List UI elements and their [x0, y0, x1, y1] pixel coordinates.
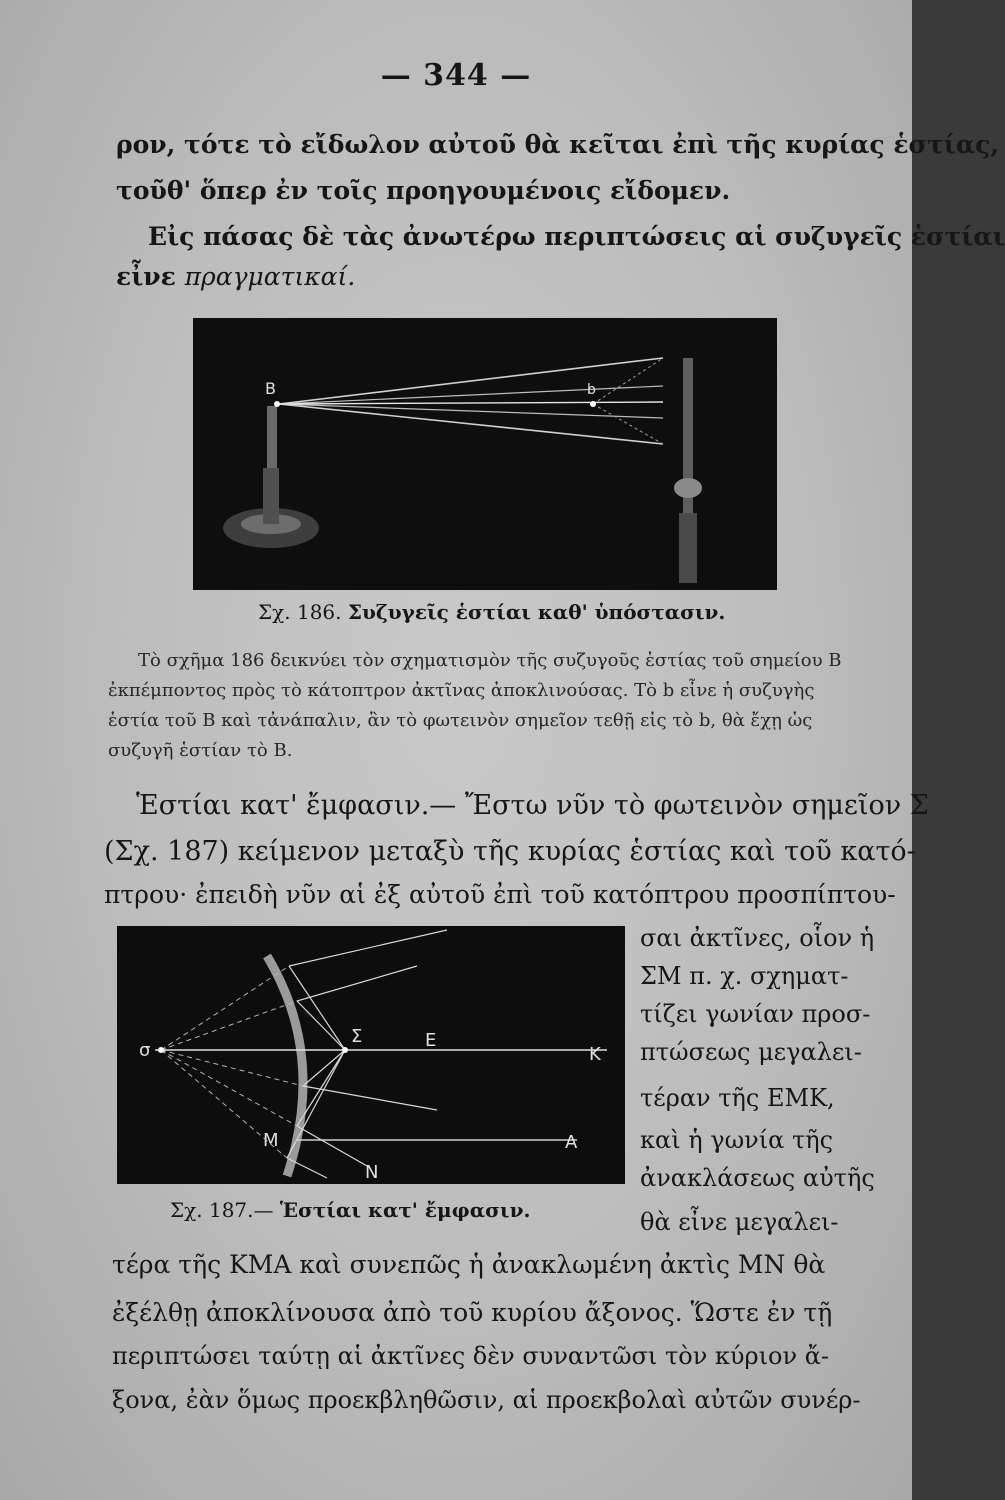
- text-line: θὰ εἶνε μεγαλει-: [640, 1208, 839, 1236]
- label-b: b: [587, 382, 596, 398]
- text-line: Ἑστίαι κατ' ἔμφασιν.— Ἔστω νῦν τὸ φωτεινὸν σημεῖον Σ: [136, 790, 929, 821]
- text-line: ἐξέλθῃ ἀποκλίνουσα ἀπὸ τοῦ κυρίου ἄξονος. Ὥστε ἐν τῇ: [112, 1298, 833, 1327]
- text-line: τέρα τῆς ΚΜΑ καὶ συνεπῶς ἡ ἀνακλωμένη ἀκτὶς ΜΝ θὰ: [112, 1250, 826, 1279]
- label-A: Α: [565, 1132, 578, 1153]
- text-line: περιπτώσει ταύτῃ αἱ ἀκτῖνες δὲν συναντῶσι τὸν κύριον ἄ-: [112, 1342, 830, 1370]
- figure-186-caption: [258, 600, 725, 624]
- text-line: Τὸ σχῆμα 186 δεικνύει τὸν σχηματισμὸν τῆς συζυγοῦς ἑστίας τοῦ σημείου B: [138, 650, 842, 671]
- text-line: ΣΜ π. χ. σχηματ-: [640, 962, 849, 990]
- caption-number: Σχ. 186.: [258, 600, 342, 624]
- label-M: Μ: [263, 1130, 279, 1151]
- text-line: [116, 262, 355, 291]
- label-Sigma: Σ: [351, 1026, 363, 1047]
- caption-text: Συζυγεῖς ἑστίαι καθ' ὑπόστασιν.: [347, 600, 726, 624]
- text-line: πτώσεως μεγαλει-: [640, 1038, 862, 1066]
- caption-text: Ἑστίαι κατ' ἔμφασιν.: [279, 1198, 531, 1222]
- text-line: συζυγῆ ἑστίαν τὸ B.: [108, 740, 293, 761]
- label-K: Κ: [589, 1044, 601, 1065]
- label-N: Ν: [365, 1162, 379, 1183]
- text-line: ἐκπέμποντος πρὸς τὸ κάτοπτρον ἀκτῖνας ἀποκλινούσας. Τὸ b εἶνε ἡ συζυγὴς: [108, 680, 815, 701]
- text-line: ἑστία τοῦ B καὶ τἀνάπαλιν, ἂν τὸ φωτεινὸν σημεῖον τεθῇ εἰς τὸ b, θὰ ἔχῃ ὡς: [108, 710, 813, 731]
- label-B: B: [265, 379, 276, 398]
- figure-186-drawing: [193, 318, 777, 590]
- figure-187: [117, 926, 625, 1184]
- text-line: τέραν τῆς ΕΜΚ,: [640, 1084, 835, 1112]
- label-E: Ε: [425, 1030, 437, 1051]
- candle-stand-icon: [267, 406, 277, 476]
- text-line: καὶ ἡ γωνία τῆς: [640, 1126, 834, 1154]
- text-line: τίζει γωνίαν προσ-: [640, 1000, 871, 1028]
- text-line: πτρου· ἐπειδὴ νῦν αἱ ἐξ αὐτοῦ ἐπὶ τοῦ κατόπτρου προσπίπτου-: [104, 880, 896, 909]
- text-line: (Σχ. 187) κείμενον μεταξὺ τῆς κυρίας ἑστίας καὶ τοῦ κατό-: [104, 836, 916, 867]
- text-fragment: εἶνε: [116, 262, 176, 291]
- text-line: σαι ἀκτῖνες, οἷον ἡ: [640, 924, 875, 952]
- caption-number: Σχ. 187.—: [170, 1198, 274, 1222]
- text-line: ξονα, ἐὰν ὅμως προεκβληθῶσιν, αἱ προεκβολαὶ αὐτῶν συνέρ-: [112, 1386, 861, 1414]
- italic-word: πραγματικαί.: [184, 262, 356, 291]
- text-line: τοῦθ' ὅπερ ἐν τοῖς προηγουμένοις εἴδομεν.: [116, 176, 731, 205]
- text-line: ἀνακλάσεως αὐτῆς: [640, 1164, 875, 1192]
- label-sigma-small: σ: [139, 1040, 151, 1061]
- page-number: — 344 —: [380, 58, 532, 93]
- figure-186: [193, 318, 777, 590]
- figure-187-drawing: [117, 926, 625, 1184]
- figure-187-caption: [170, 1198, 530, 1222]
- text-line: ρον, τότε τὸ εἴδωλον αὐτοῦ θὰ κεῖται ἐπὶ τῆς κυρίας ἑστίας,: [116, 130, 1000, 159]
- text-line: Εἰς πάσας δὲ τὰς ἀνωτέρω περιπτώσεις αἱ συζυγεῖς ἑστίαι: [148, 222, 1005, 251]
